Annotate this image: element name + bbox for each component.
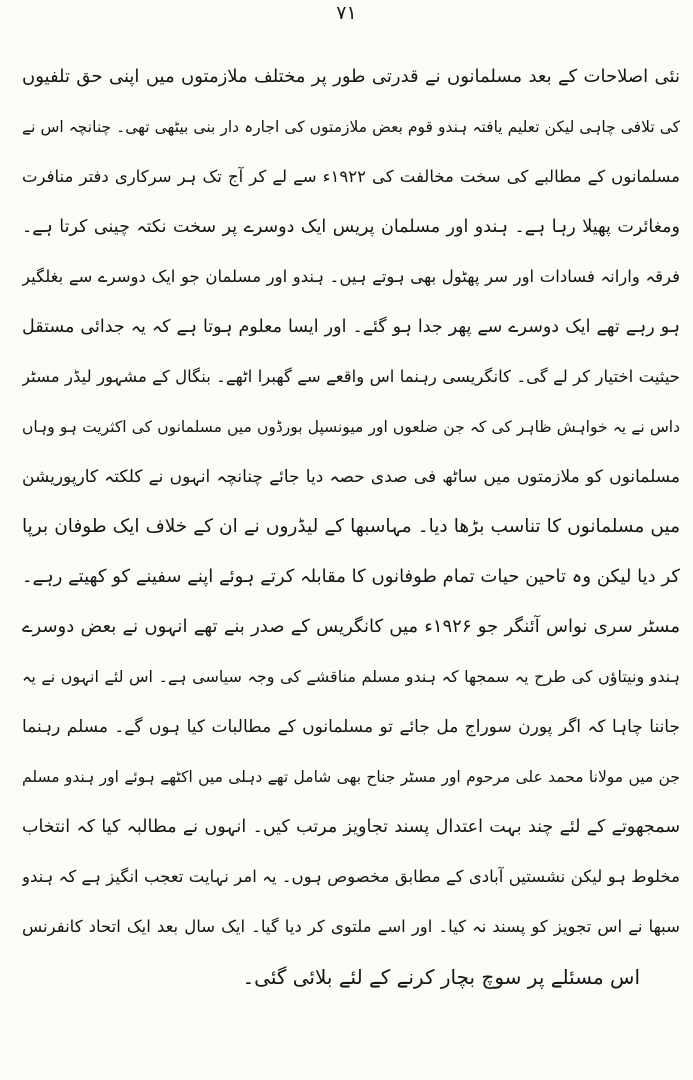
- text-line: نئی اصلاحات کے بعد مسلمانوں نے قدرتی طور پر مختلف ملازمتوں میں اپنی حق تلفیوں: [22, 66, 680, 87]
- text-line: مسٹر سری نواس آئنگر جو ۱۹۲۶ء میں کانگریس کے صدر بنے تھے انہوں نے بعض دوسرے: [22, 616, 680, 637]
- text-line: مسلمانوں کے مطالبے کی سخت مخالفت کی ۱۹۲۲ء سے لے کر آج تک ہر سرکاری دفتر منافرت: [22, 167, 680, 186]
- text-line: مسلمانوں کو ملازمتوں میں ساٹھ فی صدی حصہ دیا جائے چنانچہ انہوں نے کلکتہ کارپوریشن: [22, 467, 680, 487]
- text-line: ومغائرت پھیلا رہا ہے۔ ہندو اور مسلمان پریس ایک دوسرے پر سخت نکتہ چینی کرتا ہے۔: [22, 217, 680, 237]
- text-line: جاننا چاہا کہ اگر پورن سوراج مل جائے تو مسلمانوں کے مطالبات کیا ہوں گے۔ مسلم رہنما: [22, 717, 680, 737]
- text-line: کی تلافی چاہی لیکن تعلیم یافتہ ہندو قوم بعض ملازمتوں کی اجارہ دار بنی بیٹھی تھی۔ چنانچہ اس نے: [22, 118, 680, 136]
- page-text: [22, 52, 680, 1002]
- text-line: سبھا نے اس تجویز کو پسند نہ کیا۔ اور اسے ملتوی کر دیا گیا۔ ایک سال بعد ایک اتحاد کانفرنس: [22, 917, 680, 936]
- text-line: میں مسلمانوں کا تناسب بڑھا دیا۔ مہاسبھا کے لیڈروں نے ان کے خلاف ایک طوفان برپا: [22, 516, 680, 537]
- text-line: داس نے یہ خواہش ظاہر کی کہ جن ضلعوں اور میونسپل بورڈوں میں مسلمانوں کی اکثریت ہو وہاں: [22, 418, 680, 436]
- text-line: فرقہ وارانہ فسادات اور سر پھٹول بھی ہوتے ہیں۔ ہندو اور مسلمان جو ایک دوسرے سے بغلگیر: [22, 267, 680, 286]
- text-line: اس مسئلے پر سوچ بچار کرنے کے لئے بلائی گئی۔: [242, 965, 640, 989]
- text-line: ہندو ونیتاؤں کی طرح یہ سمجھا کہ ہندو مسلم مناقشے کی وجہ سیاسی ہے۔ اس لئے انہوں نے یہ: [22, 667, 680, 686]
- text-line: جن میں مولانا محمد علی مرحوم اور مسٹر جناح بھی شامل تھے دہلی میں اکٹھے ہوئے اور ہندو مسلم: [22, 768, 680, 786]
- text-line: مخلوط ہو لیکن نشستیں آبادی کے مطابق مخصوص ہوں۔ یہ امر نہایت تعجب انگیز ہے کہ ہندو: [22, 867, 680, 886]
- text-line: سمجھوتے کے لئے چند بہت اعتدال پسند تجاویز مرتب کیں۔ انہوں نے مطالبہ کیا کہ انتخاب: [22, 817, 680, 837]
- text-line: ہو رہے تھے ایک دوسرے سے پھر جدا ہو گئے۔ اور ایسا معلوم ہوتا ہے کہ یہ جدائی مستقل: [22, 317, 680, 337]
- page-number: ۷۱: [336, 2, 357, 24]
- text-line: حیثیت اختیار کر لے گی۔ کانگریسی رہنما اس واقعے سے گھبرا اٹھے۔ بنگال کے مشہور لیڈر مسٹر: [22, 367, 680, 386]
- text-line: کر دیا لیکن وہ تاحین حیات تمام طوفانوں کا مقابلہ کرتے ہوئے اپنے سفینے کو کھیتے رہے۔: [22, 566, 680, 587]
